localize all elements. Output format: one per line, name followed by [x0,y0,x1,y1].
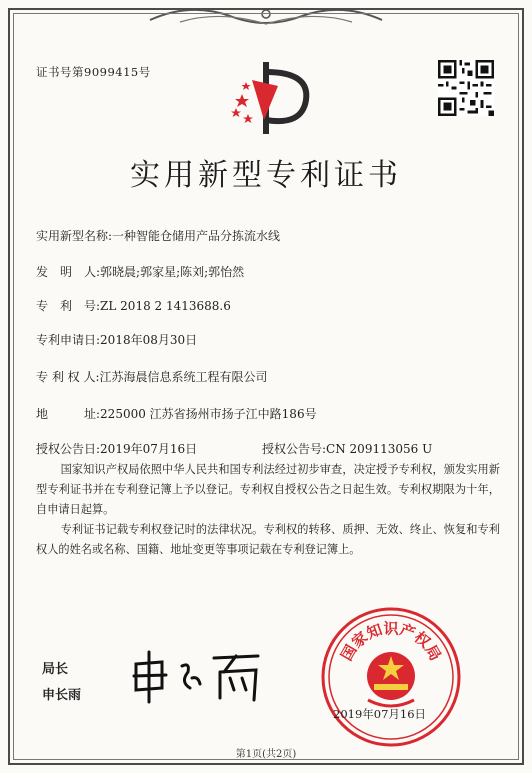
field-label: 授权公告日: [36,442,101,456]
official-seal-icon [318,604,464,750]
official-name: 申长雨 [42,688,82,703]
field-label: 地 址: [36,407,101,421]
field-value: 江苏海晨信息系统工程有限公司 [99,370,268,384]
field-label: 实用新型名称: [36,229,113,243]
page-number: 第1页(共2页) [235,749,297,760]
field-label: 授权公告号: [262,442,327,456]
field-label: 专 利 号: [36,299,101,313]
seal-character: 局 [421,641,445,664]
field-label: 发 明 人: [36,265,101,279]
field-patentee [36,368,268,385]
seal-character: 家 [348,628,372,652]
field-announcement-number [262,440,432,457]
qr-code-icon [438,60,494,116]
field-value: 2019年07月16日 [100,442,198,456]
paragraph-grant-statement: 国家知识产权局依照中华人民共和国专利法经过初步审查，决定授予专利权，颁发实用新型专利证书并在专利登记簿上予以登记。专利权自授权公告之日起生效。专利权期限为十年，自申请日起算。 [36,463,500,516]
patent-office-emblem-icon [222,50,318,146]
field-value: 2018年08月30日 [100,333,198,347]
field-value: 郭晓晨;郭家星;陈刘;郭怡然 [100,265,245,279]
seal-date: 2019年07月16日 [333,707,427,721]
seal-character: 权 [410,628,434,652]
director-signature [128,648,268,704]
seal-character: 产 [397,620,418,643]
field-value: 225000 江苏省扬州市扬子江中路186号 [100,407,317,421]
field-value: CN 209113056 U [326,442,433,456]
seal-character: 知 [364,620,385,643]
field-label: 专 利 权 人: [36,370,100,384]
certificate-title: 实用新型专利证书 [130,158,402,193]
field-value: ZL 2018 2 1413688.6 [100,299,231,313]
field-utility-model-name [36,227,280,244]
paragraph-legal-status: 专利证书记载专利权登记时的法律状况。专利权的转移、质押、无效、终止、恢复和专利权人的姓名或名称、国籍、地址变更等事项记载在专利登记簿上。 [36,523,500,556]
field-address [36,405,317,422]
field-label: 专利申请日: [36,333,101,347]
field-grant-date [36,440,197,457]
field-patent-number [36,297,231,314]
field-value: 一种智能仓储用产品分拣流水线 [112,229,281,243]
seal-character: 识 [383,619,399,638]
field-application-date [36,331,197,348]
seal-character: 国 [337,641,361,664]
certificate-number: 证书号第9099415号 [36,65,151,79]
field-inventors [36,263,244,280]
official-title: 局长 [42,662,69,677]
